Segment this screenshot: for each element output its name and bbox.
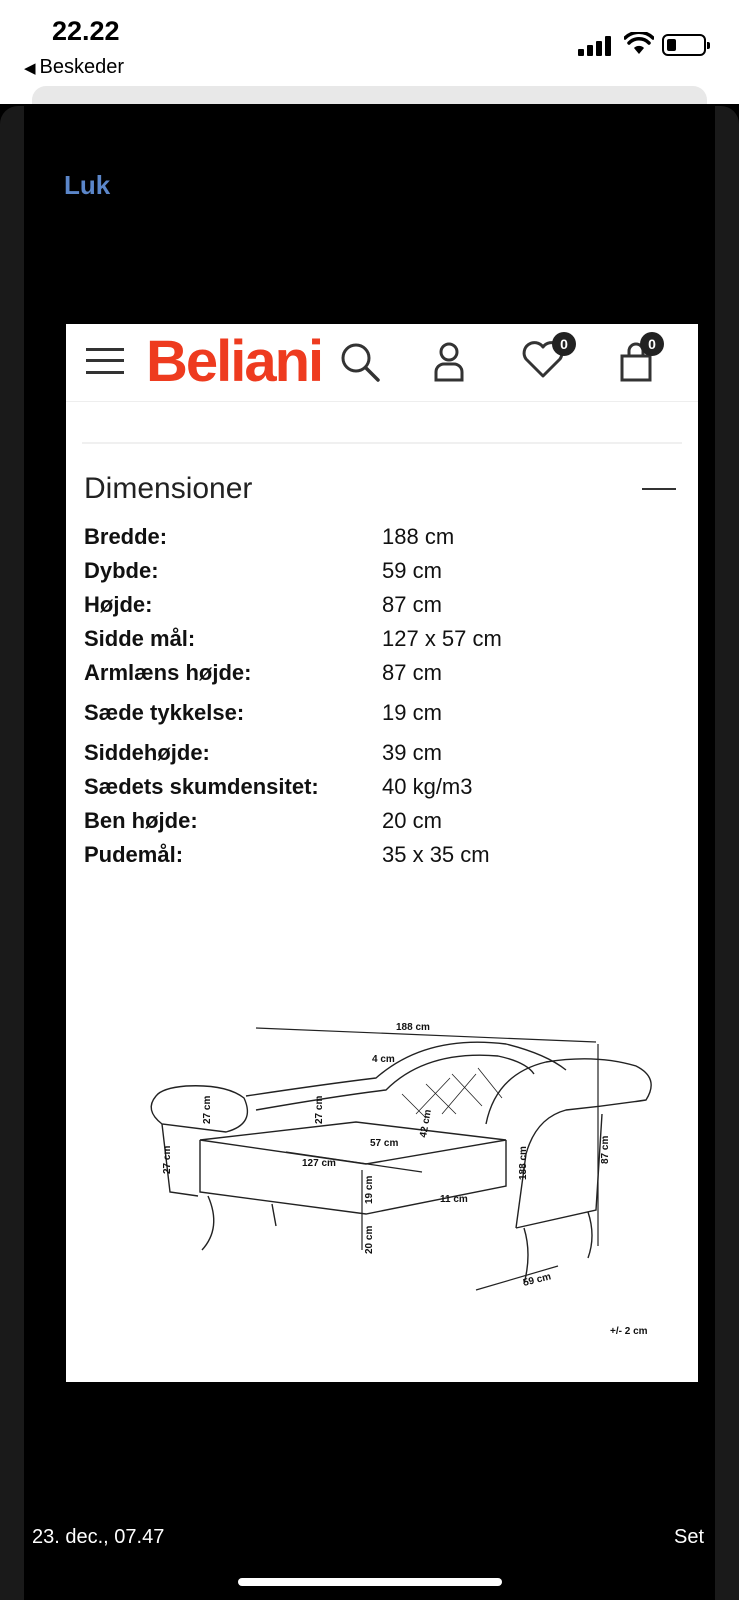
tolerance-label: +/- 2 cm	[610, 1326, 648, 1337]
arm-width-label: 11 cm	[440, 1194, 468, 1205]
spec-row	[84, 626, 684, 660]
wifi-icon	[624, 32, 654, 56]
spec-row	[84, 592, 684, 626]
spec-row	[84, 774, 684, 808]
sofa-dimension-diagram	[126, 1014, 686, 1374]
spec-label: Ben højde:	[84, 808, 198, 833]
shared-image[interactable]	[66, 324, 698, 1382]
site-header	[66, 324, 698, 402]
spec-value: 40 kg/m3	[382, 774, 473, 799]
divider	[82, 442, 682, 444]
sofa-outline	[151, 1042, 651, 1284]
height-label: 87 cm	[600, 1135, 611, 1164]
spec-label: Bredde:	[84, 524, 168, 549]
spec-label: Sædets skumdensitet:	[84, 774, 319, 799]
read-status: Set	[674, 1526, 705, 1548]
width-label: 188 cm	[396, 1022, 430, 1033]
spec-value: 127 x 57 cm	[382, 626, 502, 651]
spec-label: Højde:	[84, 592, 153, 617]
spec-value: 87 cm	[382, 592, 442, 617]
seat-thick-label: 19 cm	[364, 1175, 375, 1204]
cart-count-badge: 0	[640, 332, 664, 356]
spec-value: 59 cm	[382, 558, 442, 583]
wishlist-count-badge: 0	[552, 332, 576, 356]
close-button[interactable]: Luk	[64, 170, 111, 200]
seat-depth-label: 57 cm	[370, 1138, 399, 1149]
spec-label: Dybde:	[84, 558, 159, 583]
spec-row	[84, 808, 684, 842]
search-icon[interactable]	[338, 340, 382, 384]
spec-value: 87 cm	[382, 660, 442, 685]
status-bar	[0, 0, 739, 86]
spec-value: 35 x 35 cm	[382, 842, 490, 867]
back-label: 27 cm	[314, 1095, 325, 1124]
status-time: 22.22	[52, 16, 120, 46]
arm-label: 27 cm	[162, 1145, 173, 1174]
cellular-signal-icon	[578, 36, 614, 56]
back-height-label: 42 cm	[418, 1108, 434, 1139]
spec-label: Sæde tykkelse:	[84, 700, 245, 725]
spec-row	[84, 700, 684, 734]
menu-icon[interactable]	[86, 344, 124, 376]
message-date: 23. dec., 07.47	[32, 1526, 165, 1548]
back-triangle-icon: ◀	[24, 60, 36, 77]
section-title: Dimensioner	[84, 472, 253, 505]
spec-value: 19 cm	[382, 700, 442, 725]
pillow-label: 27 cm	[202, 1095, 213, 1124]
spec-row	[84, 660, 684, 694]
spec-row	[84, 842, 684, 876]
back-to-messages-link[interactable]	[24, 56, 124, 79]
spec-label: Siddehøjde:	[84, 740, 210, 765]
spec-value: 39 cm	[382, 740, 442, 765]
home-indicator[interactable]	[238, 1578, 502, 1586]
leg-label: 20 cm	[364, 1225, 375, 1254]
collapse-minus-icon[interactable]	[642, 488, 676, 490]
spec-value: 20 cm	[382, 808, 442, 833]
spec-label: Sidde mål:	[84, 626, 196, 651]
spec-label: Pudemål:	[84, 842, 184, 867]
spec-value: 188 cm	[382, 524, 455, 549]
spec-row	[84, 740, 684, 774]
spec-row	[84, 524, 684, 558]
depth-label: 59 cm	[522, 1271, 553, 1289]
site-logo[interactable]: Beliani	[146, 329, 323, 394]
spec-label: Armlæns højde:	[84, 660, 252, 685]
seat-width-label: 127 cm	[302, 1158, 336, 1169]
account-icon[interactable]	[432, 340, 466, 384]
spec-row	[84, 558, 684, 592]
back-label: Beskeder	[39, 56, 125, 78]
battery-icon	[662, 34, 706, 56]
inner-height-label: 188 cm	[518, 1146, 529, 1180]
top-label: 4 cm	[372, 1054, 395, 1065]
